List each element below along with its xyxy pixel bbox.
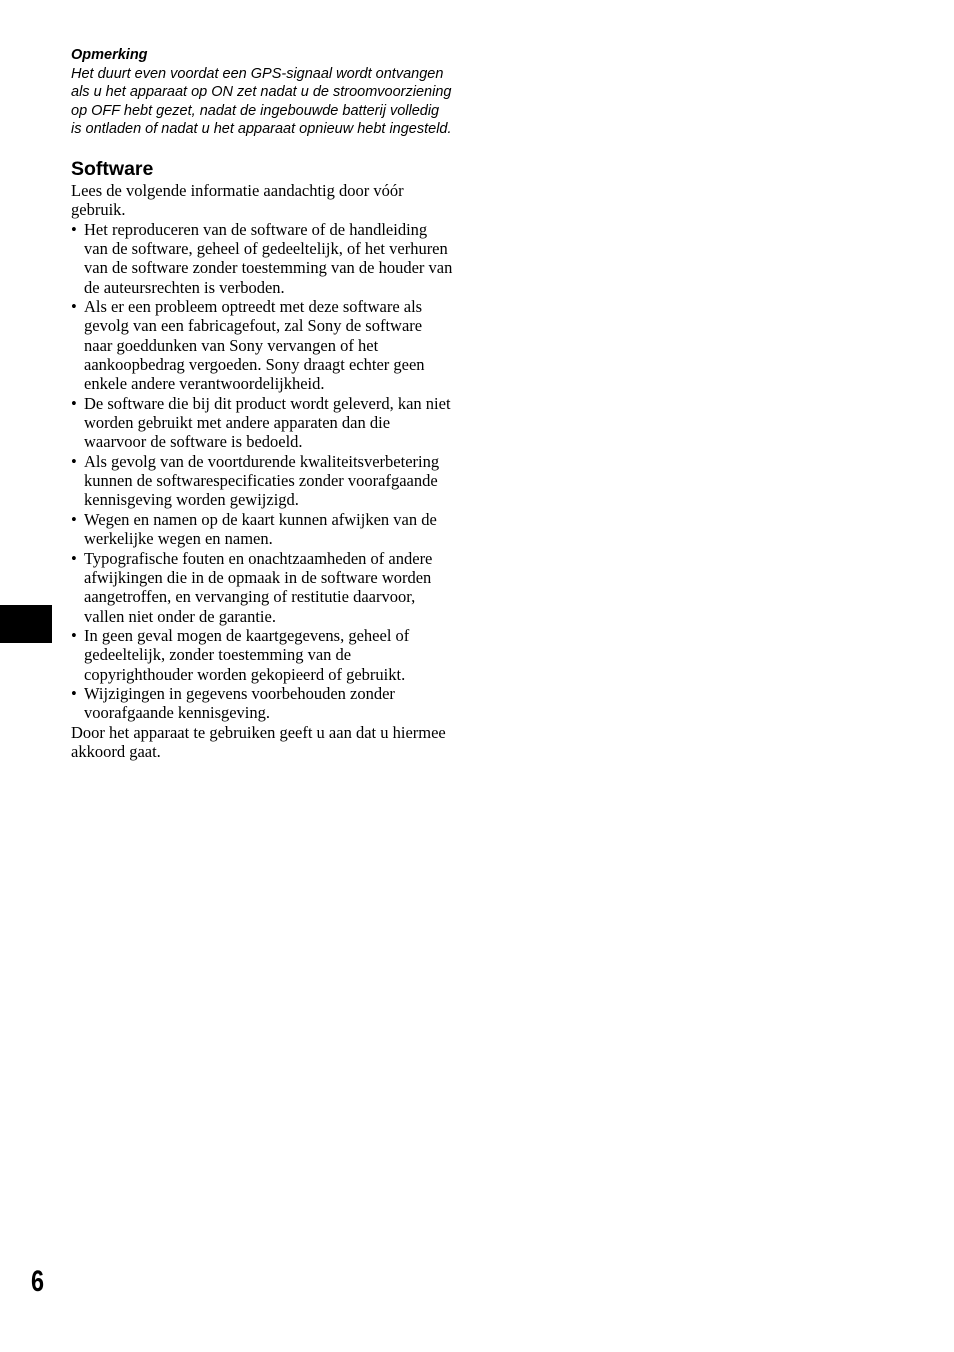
bullet-icon: • — [71, 393, 77, 413]
section-title: Software — [71, 157, 154, 180]
list-item — [71, 626, 453, 684]
section-closing: Door het apparaat te gebruiken geeft u aan dat u hiermee akkoord gaat. — [71, 722, 446, 761]
section-tab-marker — [0, 605, 52, 643]
list-item-text: Als gevolg van de voortdurende kwaliteitsverbetering kunnen de softwarespecificaties zonder voorafgaande kennisgeving worden gewijzigd. — [84, 451, 440, 510]
list-item-text: In geen geval mogen de kaartgegevens, geheel of gedeeltelijk, zonder toestemming van de copyrighthouder worden gekopieerd of gebruikt. — [84, 625, 410, 684]
list-item — [71, 510, 453, 549]
list-item-text: Wijzigingen in gegevens voorbehouden zonder voorafgaande kennisgeving. — [84, 683, 395, 723]
bullet-icon: • — [71, 625, 77, 645]
bullet-icon: • — [71, 548, 77, 568]
page-number: 6 — [31, 1265, 45, 1298]
list-item-text: Typografische fouten en onachtzaamheden of andere afwijkingen die in de opmaak in de software worden aangetroffen, en vervanging of restitutie daarvoor, vallen niet onder de garantie. — [84, 548, 433, 626]
list-item-text: Het reproduceren van de software of de handleiding van de software, geheel of gedeeltelijk, of het verhuren van de software zonder toestemming van de houder van de auteursrechten is verboden. — [84, 219, 453, 297]
list-item-text: De software die bij dit product wordt geleverd, kan niet worden gebruikt met andere apparaten dan die waarvoor de software is bedoeld. — [84, 393, 451, 452]
bullet-list — [71, 220, 453, 723]
bullet-icon: • — [71, 219, 77, 239]
text-column — [71, 46, 453, 761]
bullet-icon: • — [71, 683, 77, 703]
bullet-icon: • — [71, 451, 77, 471]
note-title: Opmerking — [71, 47, 148, 63]
list-item-text: Wegen en namen op de kaart kunnen afwijken van de werkelijke wegen en namen. — [84, 509, 437, 549]
list-item — [71, 684, 453, 723]
list-item — [71, 452, 453, 510]
list-item — [71, 549, 453, 626]
list-item — [71, 394, 453, 452]
note-body: Het duurt even voordat een GPS-signaal wordt ontvangen als u het apparaat op ON zet nadat u de stroomvoorziening op OFF hebt gezet, nadat de ingebouwde batterij volledig is ontladen of nadat u het apparaat opnieuw hebt ingesteld. — [71, 65, 452, 138]
list-item — [71, 220, 453, 297]
bullet-icon: • — [71, 509, 77, 529]
section-intro: Lees de volgende informatie aandachtig door vóór gebruik. — [71, 180, 404, 220]
bullet-icon: • — [71, 297, 77, 317]
list-item-text: Als er een probleem optreedt met deze software als gevolg van een fabricagefout, zal Sony de software naar goeddunken van Sony vervangen of het aankoopbedrag vergoeden. Sony draagt echter geen enkele andere verantwoordelijkheid. — [84, 297, 425, 394]
list-item — [71, 297, 453, 394]
